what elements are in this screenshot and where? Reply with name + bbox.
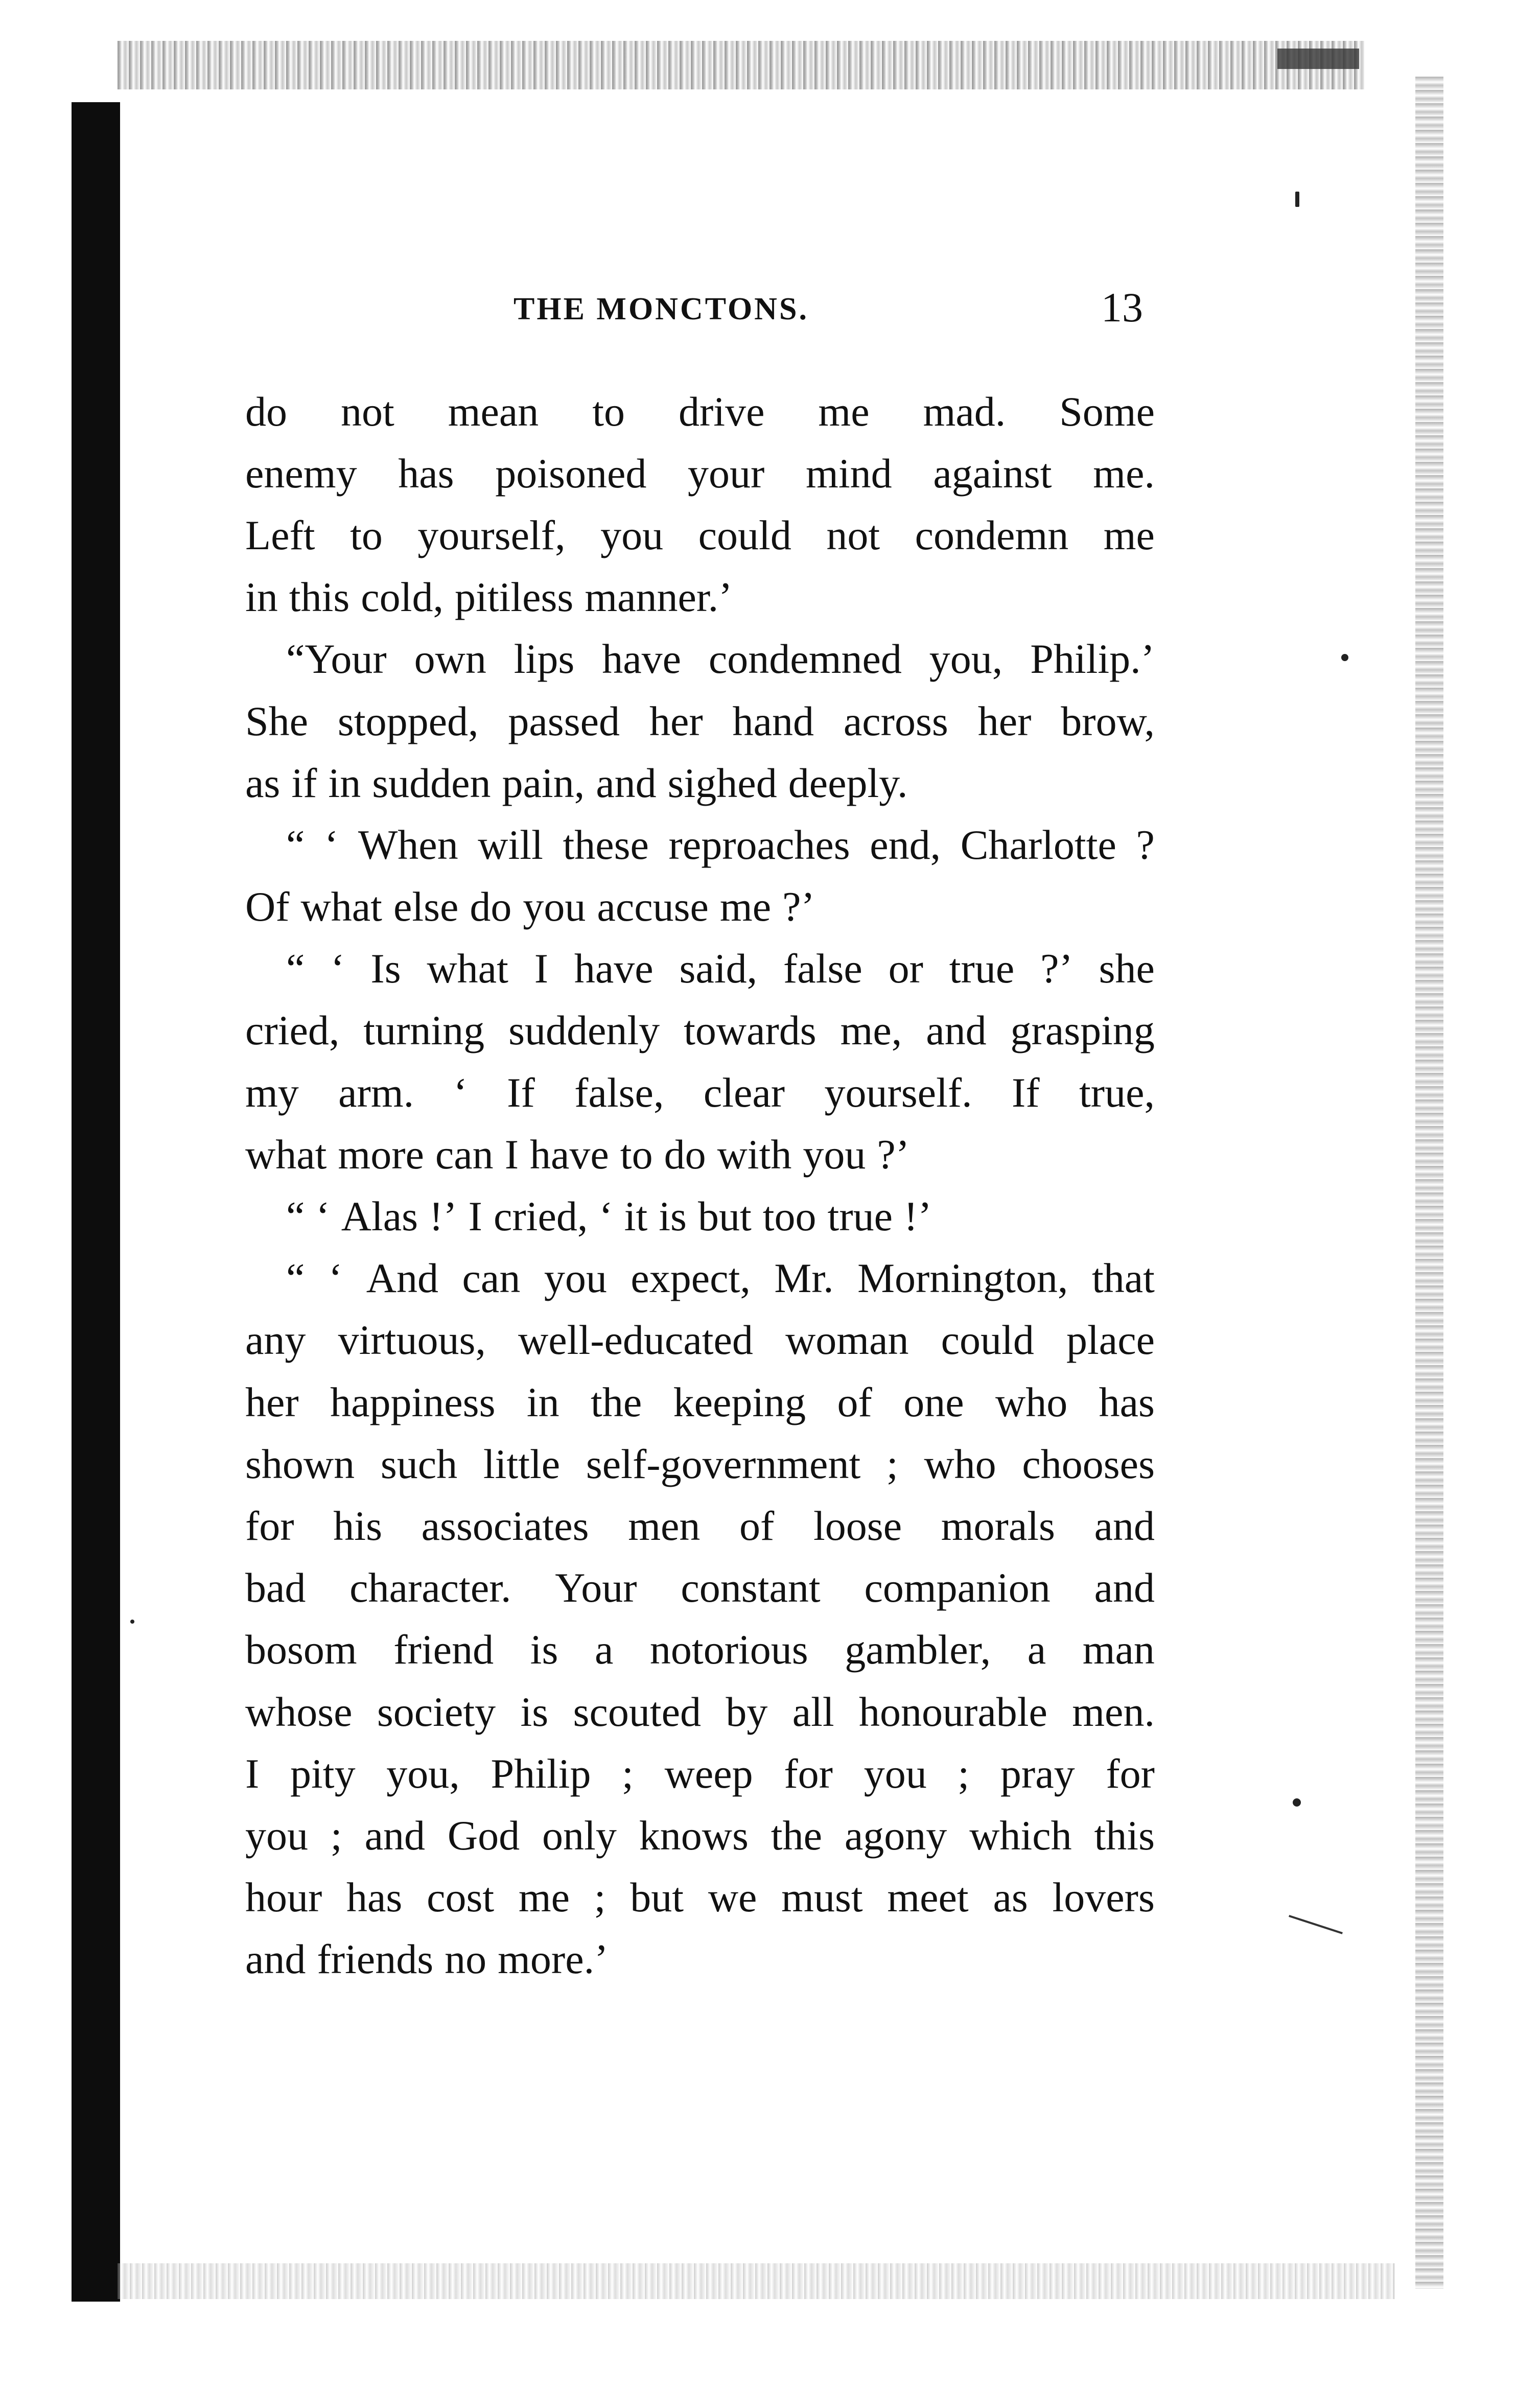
text-line: my arm. ‘ If false, clear yourself. If true, bbox=[245, 1069, 1155, 1116]
page-number: 13 bbox=[1101, 284, 1143, 331]
text-line: Left to yourself, you could not condemn me bbox=[245, 511, 1155, 558]
text-line: any virtuous, well-educated woman could place bbox=[245, 1317, 1155, 1364]
text-line: “Your own lips have condemned you, Philip.’ bbox=[286, 636, 1155, 683]
text-line: her happiness in the keeping of one who has bbox=[245, 1378, 1155, 1425]
text-line: hour has cost me ; but we must meet as lovers bbox=[245, 1874, 1155, 1921]
top-edge-dark-patch bbox=[1277, 49, 1359, 69]
text-line: for his associates men of loose morals and bbox=[245, 1502, 1155, 1549]
right-edge-noise bbox=[1415, 77, 1443, 2289]
text-line: bad character. Your constant companion and bbox=[245, 1564, 1155, 1611]
running-title: THE MONCTONS. bbox=[514, 292, 809, 326]
binding-shadow bbox=[72, 102, 120, 2302]
text-line: do not mean to drive me mad. Some bbox=[245, 388, 1155, 435]
text-line: She stopped, passed her hand across her brow, bbox=[245, 697, 1155, 744]
text-line: what more can I have to do with you ?’ bbox=[245, 1131, 910, 1178]
text-line: shown such little self-government ; who chooses bbox=[245, 1440, 1155, 1487]
body-text bbox=[245, 381, 1155, 1990]
stray-speck bbox=[130, 1620, 134, 1624]
text-line: as if in sudden pain, and sighed deeply. bbox=[245, 759, 908, 806]
text-line: “ ‘ And can you expect, Mr. Mornington, that bbox=[286, 1255, 1155, 1302]
text-line: whose society is scouted by all honourable men. bbox=[245, 1688, 1155, 1735]
stray-speck bbox=[1293, 1798, 1301, 1807]
text-line: enemy has poisoned your mind against me. bbox=[245, 450, 1155, 497]
text-line: bosom friend is a notorious gambler, a man bbox=[245, 1626, 1155, 1673]
text-line: “ ‘ When will these reproaches end, Charlotte ? bbox=[286, 821, 1155, 868]
bottom-edge-noise bbox=[118, 2263, 1395, 2299]
text-line: and friends no more.’ bbox=[245, 1936, 609, 1983]
text-line: cried, turning suddenly towards me, and grasping bbox=[245, 1007, 1155, 1054]
top-edge-noise bbox=[118, 41, 1364, 89]
text-line: “ ‘ Is what I have said, false or true ?’ she bbox=[286, 945, 1155, 992]
stray-speck bbox=[1295, 192, 1299, 207]
text-line: in this cold, pitiless manner.’ bbox=[245, 574, 733, 621]
text-line: Of what else do you accuse me ?’ bbox=[245, 883, 815, 930]
text-line: you ; and God only knows the agony which this bbox=[245, 1812, 1155, 1859]
text-line: “ ‘ Alas !’ I cried, ‘ it is but too true !’ bbox=[286, 1193, 932, 1240]
stray-speck bbox=[1341, 654, 1348, 661]
text-line: I pity you, Philip ; weep for you ; pray for bbox=[245, 1750, 1155, 1797]
stray-scratch bbox=[1289, 1915, 1343, 1934]
